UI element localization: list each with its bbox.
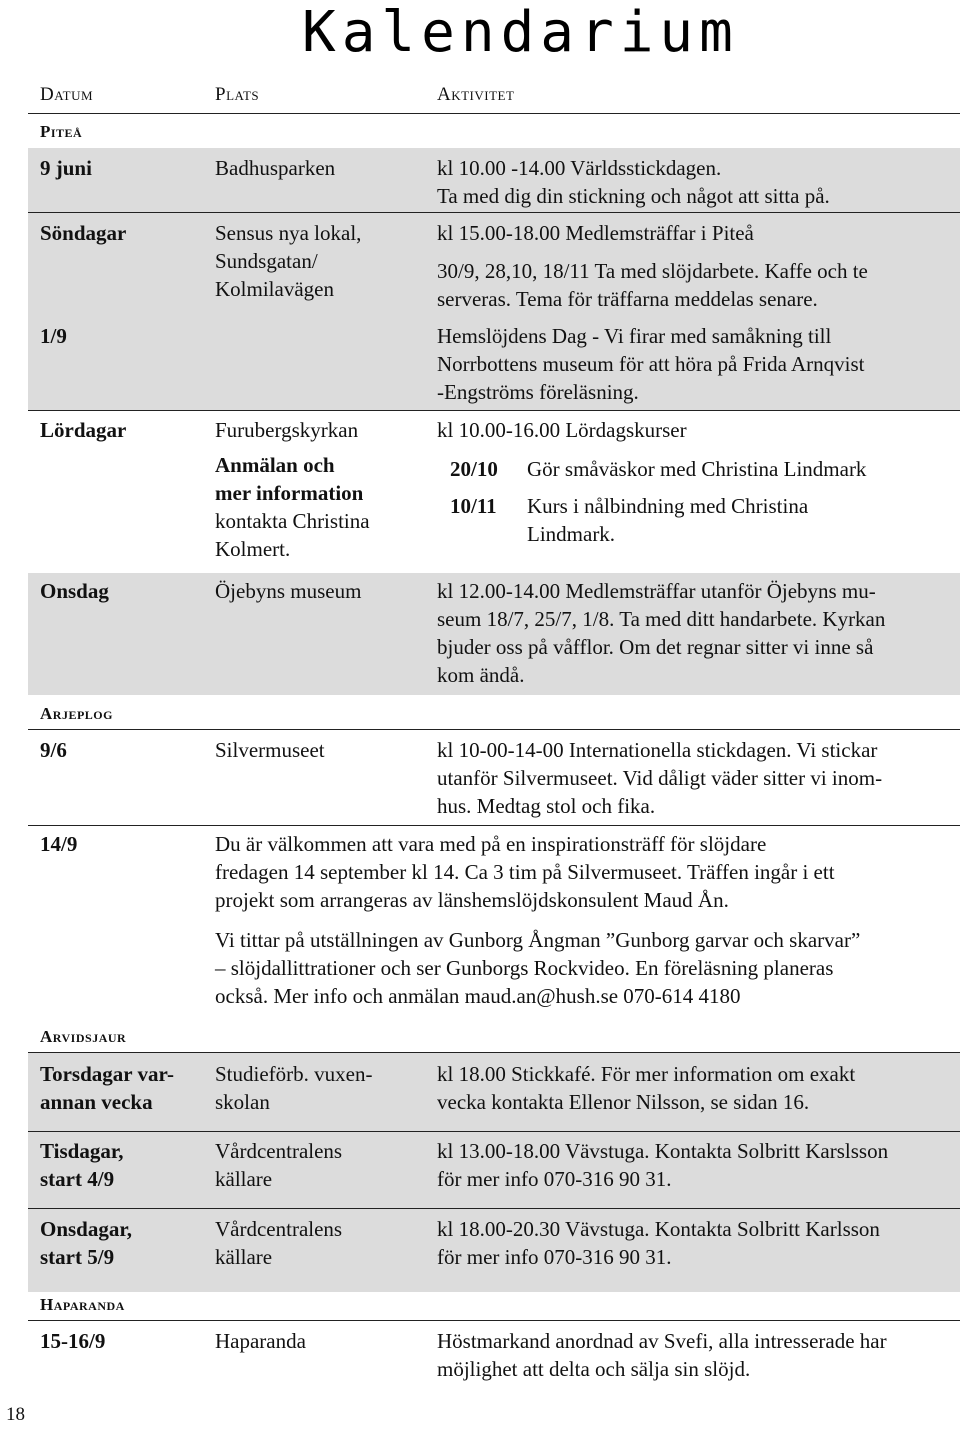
arjeplog-r2-p1-line: Du är välkommen att vara med på en inspirationsträff för slöjdare — [215, 832, 767, 856]
arjeplog-r1-akt-line: kl 10-00-14-00 Internationella stickdagen. Vi stickar — [437, 738, 878, 762]
pitea-r2-akt-line: serveras. Tema för träffarna meddelas senare. — [437, 287, 818, 311]
page-title: Kalendarium — [302, 0, 739, 65]
pitea-r4-note-line: mer information — [215, 481, 364, 505]
pitea-r4-course-text: Kurs i nålbindning med Christina — [527, 494, 809, 518]
section-rule — [28, 1320, 960, 1321]
pitea-r1-akt-line: Ta med dig din stickning och något att sitta på. — [437, 184, 830, 208]
section-arvidsjaur: Arvidsjaur — [40, 1027, 127, 1046]
haparanda-r1-datum: 15-16/9 — [40, 1329, 106, 1353]
arvidsjaur-r2-datum-line: Tisdagar, — [40, 1139, 124, 1163]
arjeplog-r2-p2-line: också. Mer info och anmälan maud.an@hush.se 070-614 4180 — [215, 984, 741, 1008]
arvidsjaur-r1-akt-line: kl 18.00 Stickkafé. För mer information om exakt — [437, 1062, 856, 1086]
arjeplog-r1-akt-line: hus. Medtag stol och fika. — [437, 794, 656, 818]
pitea-r4-datum: Lördagar — [40, 418, 127, 442]
arjeplog-r1-datum: 9/6 — [40, 738, 67, 762]
arvidsjaur-r1-plats-line: Studieförb. vuxen- — [215, 1062, 373, 1086]
arvidsjaur-r3-akt-line: kl 18.00-20.30 Vävstuga. Kontakta Solbritt Karlsson — [437, 1217, 880, 1241]
row-rule — [28, 825, 960, 826]
arvidsjaur-r1-akt-line: vecka kontakta Ellenor Nilsson, se sidan 16. — [437, 1090, 810, 1114]
arjeplog-r2-p1-line: projekt som arrangeras av länshemslöjdskonsulent Maud Ån. — [215, 888, 729, 912]
arjeplog-r2-p2-line: – slöjdallittrationer och ser Gunborgs Rockvideo. En föreläsning planeras — [215, 956, 834, 980]
pitea-r4-course-text: Lindmark. — [527, 522, 616, 546]
arvidsjaur-r2-akt-line: för mer info 070-316 90 31. — [437, 1167, 672, 1191]
pitea-r4-course-date: 20/10 — [450, 457, 498, 481]
pitea-r4-course-date: 10/11 — [450, 494, 497, 518]
pitea-r5-datum: Onsdag — [40, 579, 109, 603]
pitea-r2-akt-line: 30/9, 28,10, 18/11 Ta med slöjdarbete. Kaffe och te — [437, 259, 868, 283]
section-haparanda: Haparanda — [40, 1295, 125, 1314]
pitea-r1-datum: 9 juni — [40, 156, 92, 180]
pitea-r1-plats: Badhusparken — [215, 156, 336, 180]
arvidsjaur-r2-plats-line: Vårdcentralens — [215, 1139, 343, 1163]
arjeplog-r1-akt-line: utanför Silvermuseet. Vid dåligt väder sitter vi inom- — [437, 766, 883, 790]
pitea-r3-akt-line: Hemslöjdens Dag - Vi firar med samåkning till — [437, 324, 832, 348]
pitea-r2-plats-line: Sundsgatan/ — [215, 249, 318, 273]
pitea-r5-akt-line: kom ändå. — [437, 663, 525, 687]
row-rule — [28, 212, 960, 213]
pitea-r4-note-line: Kolmert. — [215, 537, 291, 561]
pitea-r5-akt-line: seum 18/7, 25/7, 1/8. Ta med ditt handarbete. Kyrkan — [437, 607, 886, 631]
section-arjeplog: Arjeplog — [40, 704, 113, 723]
section-rule — [28, 1052, 960, 1053]
arvidsjaur-r3-plats-line: källare — [215, 1245, 273, 1269]
haparanda-r1-akt-line: möjlighet att delta och sälja sin slöjd. — [437, 1357, 751, 1381]
pitea-r5-akt-line: bjuder oss på våfflor. Om det regnar sitter vi inne så — [437, 635, 874, 659]
section-rule — [28, 729, 960, 730]
header-aktivitet: Aktivitet — [437, 84, 515, 105]
haparanda-r1-akt-line: Höstmarkand anordnad av Svefi, alla intresserade har — [437, 1329, 887, 1353]
pitea-r4-course-text: Gör småväskor med Christina Lindmark — [527, 457, 867, 481]
section-pitea: Piteå — [40, 122, 83, 141]
arvidsjaur-r2-plats-line: källare — [215, 1167, 273, 1191]
pitea-r2-plats-line: Sensus nya lokal, — [215, 221, 362, 245]
arvidsjaur-r3-datum-line: Onsdagar, — [40, 1217, 133, 1241]
pitea-r4-note-line: Anmälan och — [215, 453, 335, 477]
arvidsjaur-r2-akt-line: kl 13.00-18.00 Vävstuga. Kontakta Solbritt Karslsson — [437, 1139, 889, 1163]
arjeplog-r1-plats: Silvermuseet — [215, 738, 325, 762]
row-rule — [28, 1208, 960, 1209]
arvidsjaur-r3-datum-line: start 5/9 — [40, 1245, 115, 1269]
pitea-r5-plats: Öjebyns museum — [215, 579, 362, 603]
pitea-r3-akt-line: -Engströms föreläsning. — [437, 380, 639, 404]
arvidsjaur-r3-akt-line: för mer info 070-316 90 31. — [437, 1245, 672, 1269]
pitea-r4-plats: Furubergskyrkan — [215, 418, 359, 442]
pitea-r1-akt-line: kl 10.00 -14.00 Världsstickdagen. — [437, 156, 722, 180]
arvidsjaur-r1-datum-line: Torsdagar var- — [40, 1062, 174, 1086]
header-plats: Plats — [215, 84, 260, 105]
pitea-r4-note-line: kontakta Christina — [215, 509, 370, 533]
pitea-r5-akt-line: kl 12.00-14.00 Medlemsträffar utanför Öjebyns mu- — [437, 579, 876, 603]
pitea-r2-datum: Söndagar — [40, 221, 127, 245]
page-number: 18 — [6, 1404, 25, 1425]
header-rule — [28, 113, 960, 114]
arvidsjaur-r1-plats-line: skolan — [215, 1090, 270, 1114]
header-datum: Datum — [40, 84, 94, 105]
pitea-r2-akt-line: kl 15.00-18.00 Medlemsträffar i Piteå — [437, 221, 754, 245]
haparanda-r1-plats: Haparanda — [215, 1329, 306, 1353]
pitea-r2-plats-line: Kolmilavägen — [215, 277, 334, 301]
row-rule — [28, 1131, 960, 1132]
arjeplog-r2-p2-line: Vi tittar på utställningen av Gunborg Ångman ”Gunborg garvar och skarvar” — [215, 928, 861, 952]
arjeplog-r2-datum: 14/9 — [40, 832, 78, 856]
pitea-r3-akt-line: Norrbottens museum för att höra på Frida Arnqvist — [437, 352, 865, 376]
pitea-r4-akt: kl 10.00-16.00 Lördagskurser — [437, 418, 687, 442]
arvidsjaur-r2-datum-line: start 4/9 — [40, 1167, 115, 1191]
pitea-r3-datum: 1/9 — [40, 324, 67, 348]
arjeplog-r2-p1-line: fredagen 14 september kl 14. Ca 3 tim på Silvermuseet. Träffen ingår i ett — [215, 860, 835, 884]
arvidsjaur-r1-datum-line: annan vecka — [40, 1090, 153, 1114]
arvidsjaur-r3-plats-line: Vårdcentralens — [215, 1217, 343, 1241]
row-rule — [28, 410, 960, 411]
